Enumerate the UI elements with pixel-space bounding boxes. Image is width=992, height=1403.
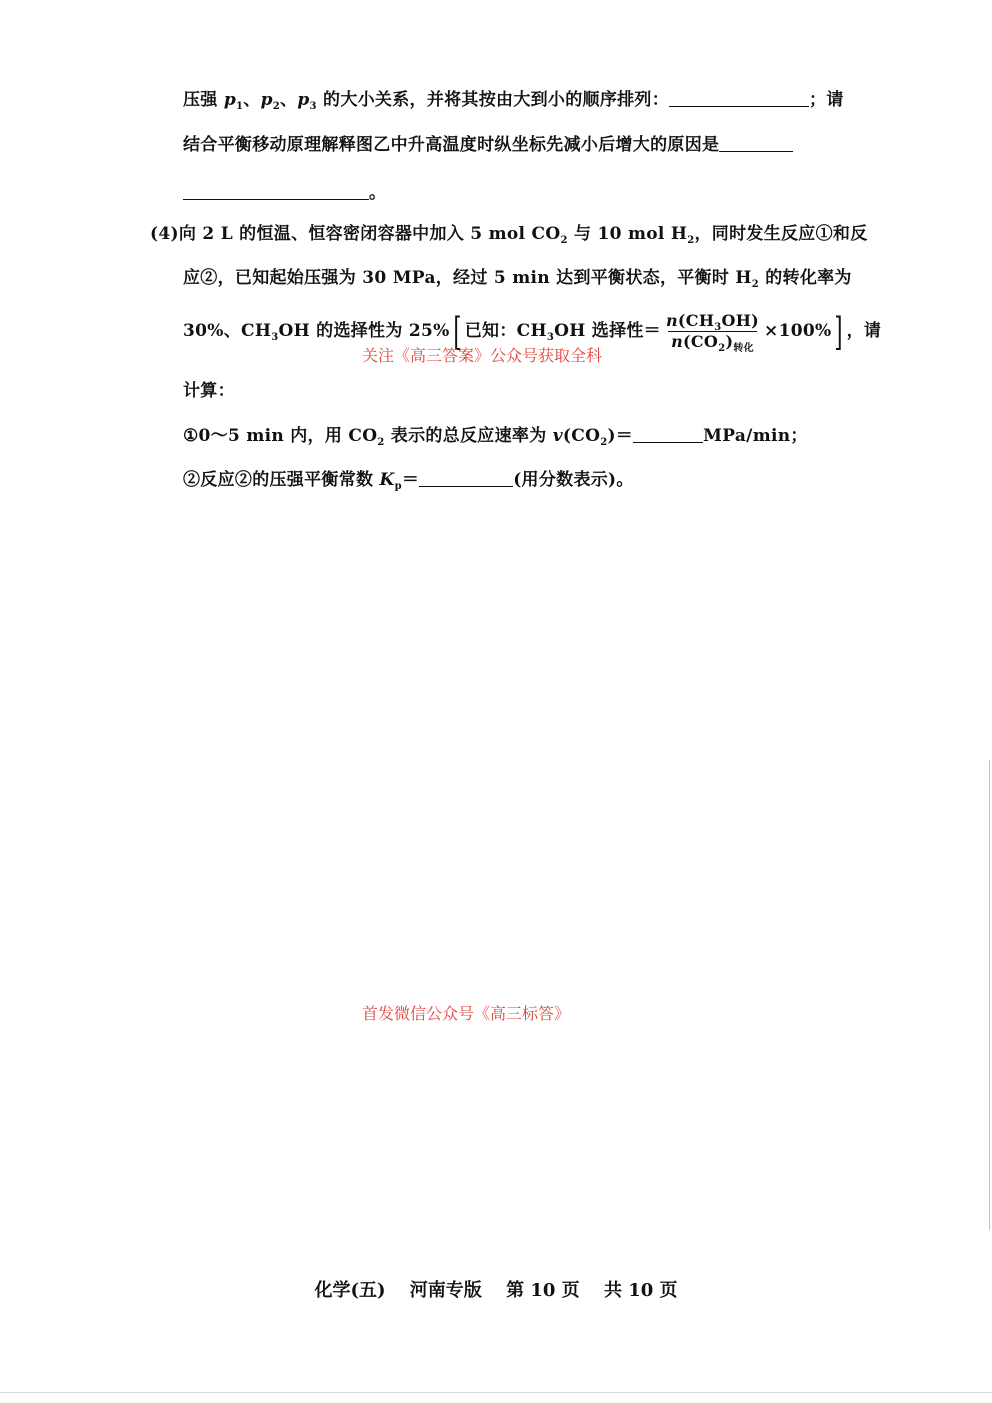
sub: 2 — [687, 235, 695, 246]
footer-subject: 化学(五) — [314, 1280, 386, 1301]
q3-line-1 — [183, 88, 844, 112]
q3-text: 。 — [369, 183, 387, 203]
footer-edition: 河南专版 — [409, 1280, 482, 1301]
q4-text: 30%、CH — [183, 321, 272, 341]
q4-text: 向 2 L 的恒温、恒容密闭容器中加入 5 mol CO — [178, 224, 561, 244]
sub: 转化 — [733, 343, 754, 354]
footer-page-number: 第 10 页 — [506, 1280, 580, 1301]
q4-text: MPa/min； — [703, 426, 808, 446]
formula: (CO — [683, 332, 719, 351]
q4-line-2 — [183, 266, 852, 290]
separator: 、 — [280, 90, 298, 110]
sub: p — [394, 481, 402, 492]
q3-line-3 — [183, 181, 386, 205]
formula: OH) — [721, 311, 760, 330]
fraction-numerator — [663, 311, 762, 331]
q3-text: 压强 — [183, 90, 224, 110]
sub: 2 — [751, 279, 759, 290]
sub: 2 — [560, 235, 568, 246]
sub-3: 3 — [309, 101, 317, 112]
formula: (CO — [562, 426, 601, 446]
q4-line-1 — [150, 222, 868, 246]
separator: 、 — [243, 90, 261, 110]
var-k: K — [379, 470, 395, 490]
q4-text: ①0～5 min 内，用 CO — [183, 426, 378, 446]
sub: 3 — [546, 332, 555, 343]
answer-blank-reason-part2[interactable] — [183, 181, 369, 200]
q4-text: ，请 — [846, 321, 882, 341]
sub-2: 2 — [272, 101, 281, 112]
selectivity-fraction — [663, 311, 762, 352]
q4-sub-1 — [183, 424, 808, 448]
answer-blank-rate[interactable] — [633, 424, 703, 443]
formula: (CH — [677, 311, 715, 330]
left-bracket: [ — [453, 309, 462, 354]
sub-1: 1 — [236, 101, 244, 112]
sub: 2 — [600, 437, 608, 448]
answer-blank-reason-part1[interactable] — [719, 133, 793, 152]
q3-text: ；请 — [809, 90, 844, 110]
answer-blank-order[interactable] — [669, 88, 809, 107]
q4-text: ②反应②的压强平衡常数 — [183, 470, 380, 490]
page-edge-right — [989, 760, 990, 1230]
q4-text: ＝ — [401, 470, 420, 490]
answer-blank-kp[interactable] — [419, 468, 513, 487]
var-p3: p — [297, 90, 310, 110]
q4-text: ，同时发生反应①和反 — [694, 224, 868, 244]
watermark-top: 关注《高三答案》公众号获取全科 — [362, 346, 603, 365]
q4-sub-2 — [183, 468, 634, 492]
var-p2: p — [260, 90, 273, 110]
var-v: v — [552, 426, 563, 446]
question-number: (4) — [150, 224, 179, 244]
q3-text: 结合平衡移动原理解释图乙中升高温度时纵坐标先减小后增大的原因是 — [183, 135, 720, 155]
watermark-middle: 首发微信公众号《高三标答》 — [362, 1004, 571, 1023]
var-p1: p — [223, 90, 237, 110]
right-bracket: ] — [834, 309, 844, 354]
q4-text: 与 10 mol H — [567, 224, 688, 244]
q4-text: OH 的选择性为 25% — [278, 321, 450, 341]
q4-text: 应②，已知起始压强为 30 MPa，经过 5 min 达到平衡状态，平衡时 H — [183, 268, 752, 288]
formula: ) — [725, 332, 734, 351]
sub: 2 — [377, 437, 385, 448]
sub: 3 — [714, 322, 722, 333]
fraction-denominator — [668, 331, 757, 352]
q4-text: 表示的总反应速率为 — [384, 426, 553, 446]
q4-text: ×100% — [764, 321, 832, 341]
q4-text: 的转化率为 — [759, 268, 852, 288]
q4-text: 已知：CH — [464, 321, 547, 341]
sub: 3 — [271, 332, 279, 343]
formula: )＝ — [607, 426, 634, 446]
page-footer — [0, 1276, 992, 1302]
q4-text: 计算： — [183, 381, 235, 401]
var-n: n — [671, 332, 684, 351]
q4-text: (用分数表示)。 — [513, 470, 634, 490]
q3-line-2 — [183, 133, 793, 157]
page-edge-bottom — [0, 1392, 992, 1393]
q4-text: OH 选择性＝ — [554, 321, 661, 341]
footer-total-pages: 共 10 页 — [603, 1280, 678, 1301]
q3-text: 的大小关系，并将其按由大到小的顺序排列： — [316, 90, 670, 110]
q4-line-4 — [183, 379, 235, 403]
sub: 2 — [718, 343, 726, 354]
var-n: n — [665, 311, 678, 330]
